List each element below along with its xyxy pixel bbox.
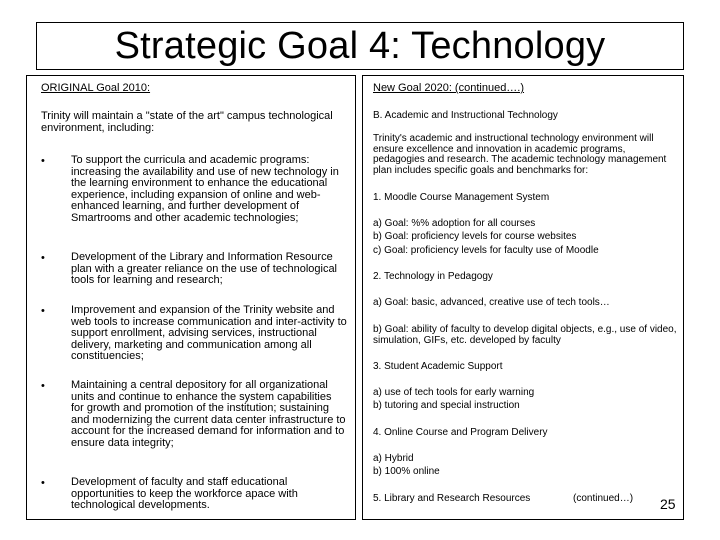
goal-section-4: 4. Online Course and Program Delivery bbox=[373, 427, 548, 438]
bullet-icon: • bbox=[41, 380, 45, 392]
goal-line: a) use of tech tools for early warning bbox=[373, 387, 535, 398]
bullet-icon: • bbox=[41, 252, 45, 264]
page-title: Strategic Goal 4: Technology bbox=[114, 25, 606, 67]
goal-item: Development of the Library and Information Resource plan with a greater reliance on the use of technological tools for learning and research; bbox=[71, 251, 338, 287]
goal-section-5: 5. Library and Research Resources bbox=[373, 493, 531, 504]
goal-item: To support the curricula and academic programs: increasing the availability and use of new technology in the learning environment to enhance the educational experience, including expansion of online and web-enhanced learning, and further development of Smartrooms and other academic technologies; bbox=[71, 154, 339, 224]
goal-line: b) Goal: proficiency levels for course websites bbox=[373, 231, 577, 242]
bullet-icon: • bbox=[41, 477, 45, 489]
title-box bbox=[36, 22, 684, 70]
original-goal-heading: ORIGINAL Goal 2010: bbox=[41, 82, 151, 94]
bullet-icon: • bbox=[41, 305, 45, 317]
goal-section-2: 2. Technology in Pedagogy bbox=[373, 271, 493, 282]
new-goal-intro: Trinity's academic and instructional technology environment will ensure excellence and innovation in academic programs, pedagogies and research. The academic technology management plan includes specific goals and benchmarks for: bbox=[373, 133, 667, 176]
goal-line: a) Goal: basic, advanced, creative use of tech tools… bbox=[373, 297, 610, 308]
goal-item: Maintaining a central depository for all organizational units and continue to enhance the system capabilities for growth and promotion of the institution; sustaining and modernizing the current data center infrastructure to account for the increased demand for information and to ensure data integrity; bbox=[71, 379, 346, 449]
section-subheading: B. Academic and Instructional Technology bbox=[373, 110, 558, 121]
goal-line: a) Hybrid bbox=[373, 453, 414, 464]
goal-item: Improvement and expansion of the Trinity website and web tools to increase communication and inter-activity to support enrollment, advising services, instructional delivery, marketing and communication among all constituencies; bbox=[71, 304, 347, 363]
goal-section-1: 1. Moodle Course Management System bbox=[373, 192, 550, 203]
goal-section-3: 3. Student Academic Support bbox=[373, 361, 503, 372]
goal-line: b) tutoring and special instruction bbox=[373, 400, 520, 411]
original-goal-panel bbox=[26, 75, 356, 520]
goal-item: Development of faculty and staff educational opportunities to keep the workforce apace with technological developments. bbox=[71, 476, 298, 512]
goal-line: a) Goal: %% adoption for all courses bbox=[373, 218, 536, 229]
goal-line: c) Goal: proficiency levels for faculty use of Moodle bbox=[373, 245, 599, 256]
new-goal-panel bbox=[362, 75, 684, 520]
bullet-icon: • bbox=[41, 155, 45, 167]
continued-note: (continued…) bbox=[573, 493, 634, 504]
goal-line: b) Goal: ability of faculty to develop digital objects, e.g., use of video, simulation, GIFs, etc. developed by faculty bbox=[373, 324, 677, 346]
new-goal-heading: New Goal 2020: (continued….) bbox=[373, 82, 525, 94]
goal-line: b) 100% online bbox=[373, 466, 440, 477]
page-number: 25 bbox=[660, 496, 676, 512]
original-goal-intro: Trinity will maintain a "state of the art" campus technological environment, including: bbox=[41, 110, 333, 134]
